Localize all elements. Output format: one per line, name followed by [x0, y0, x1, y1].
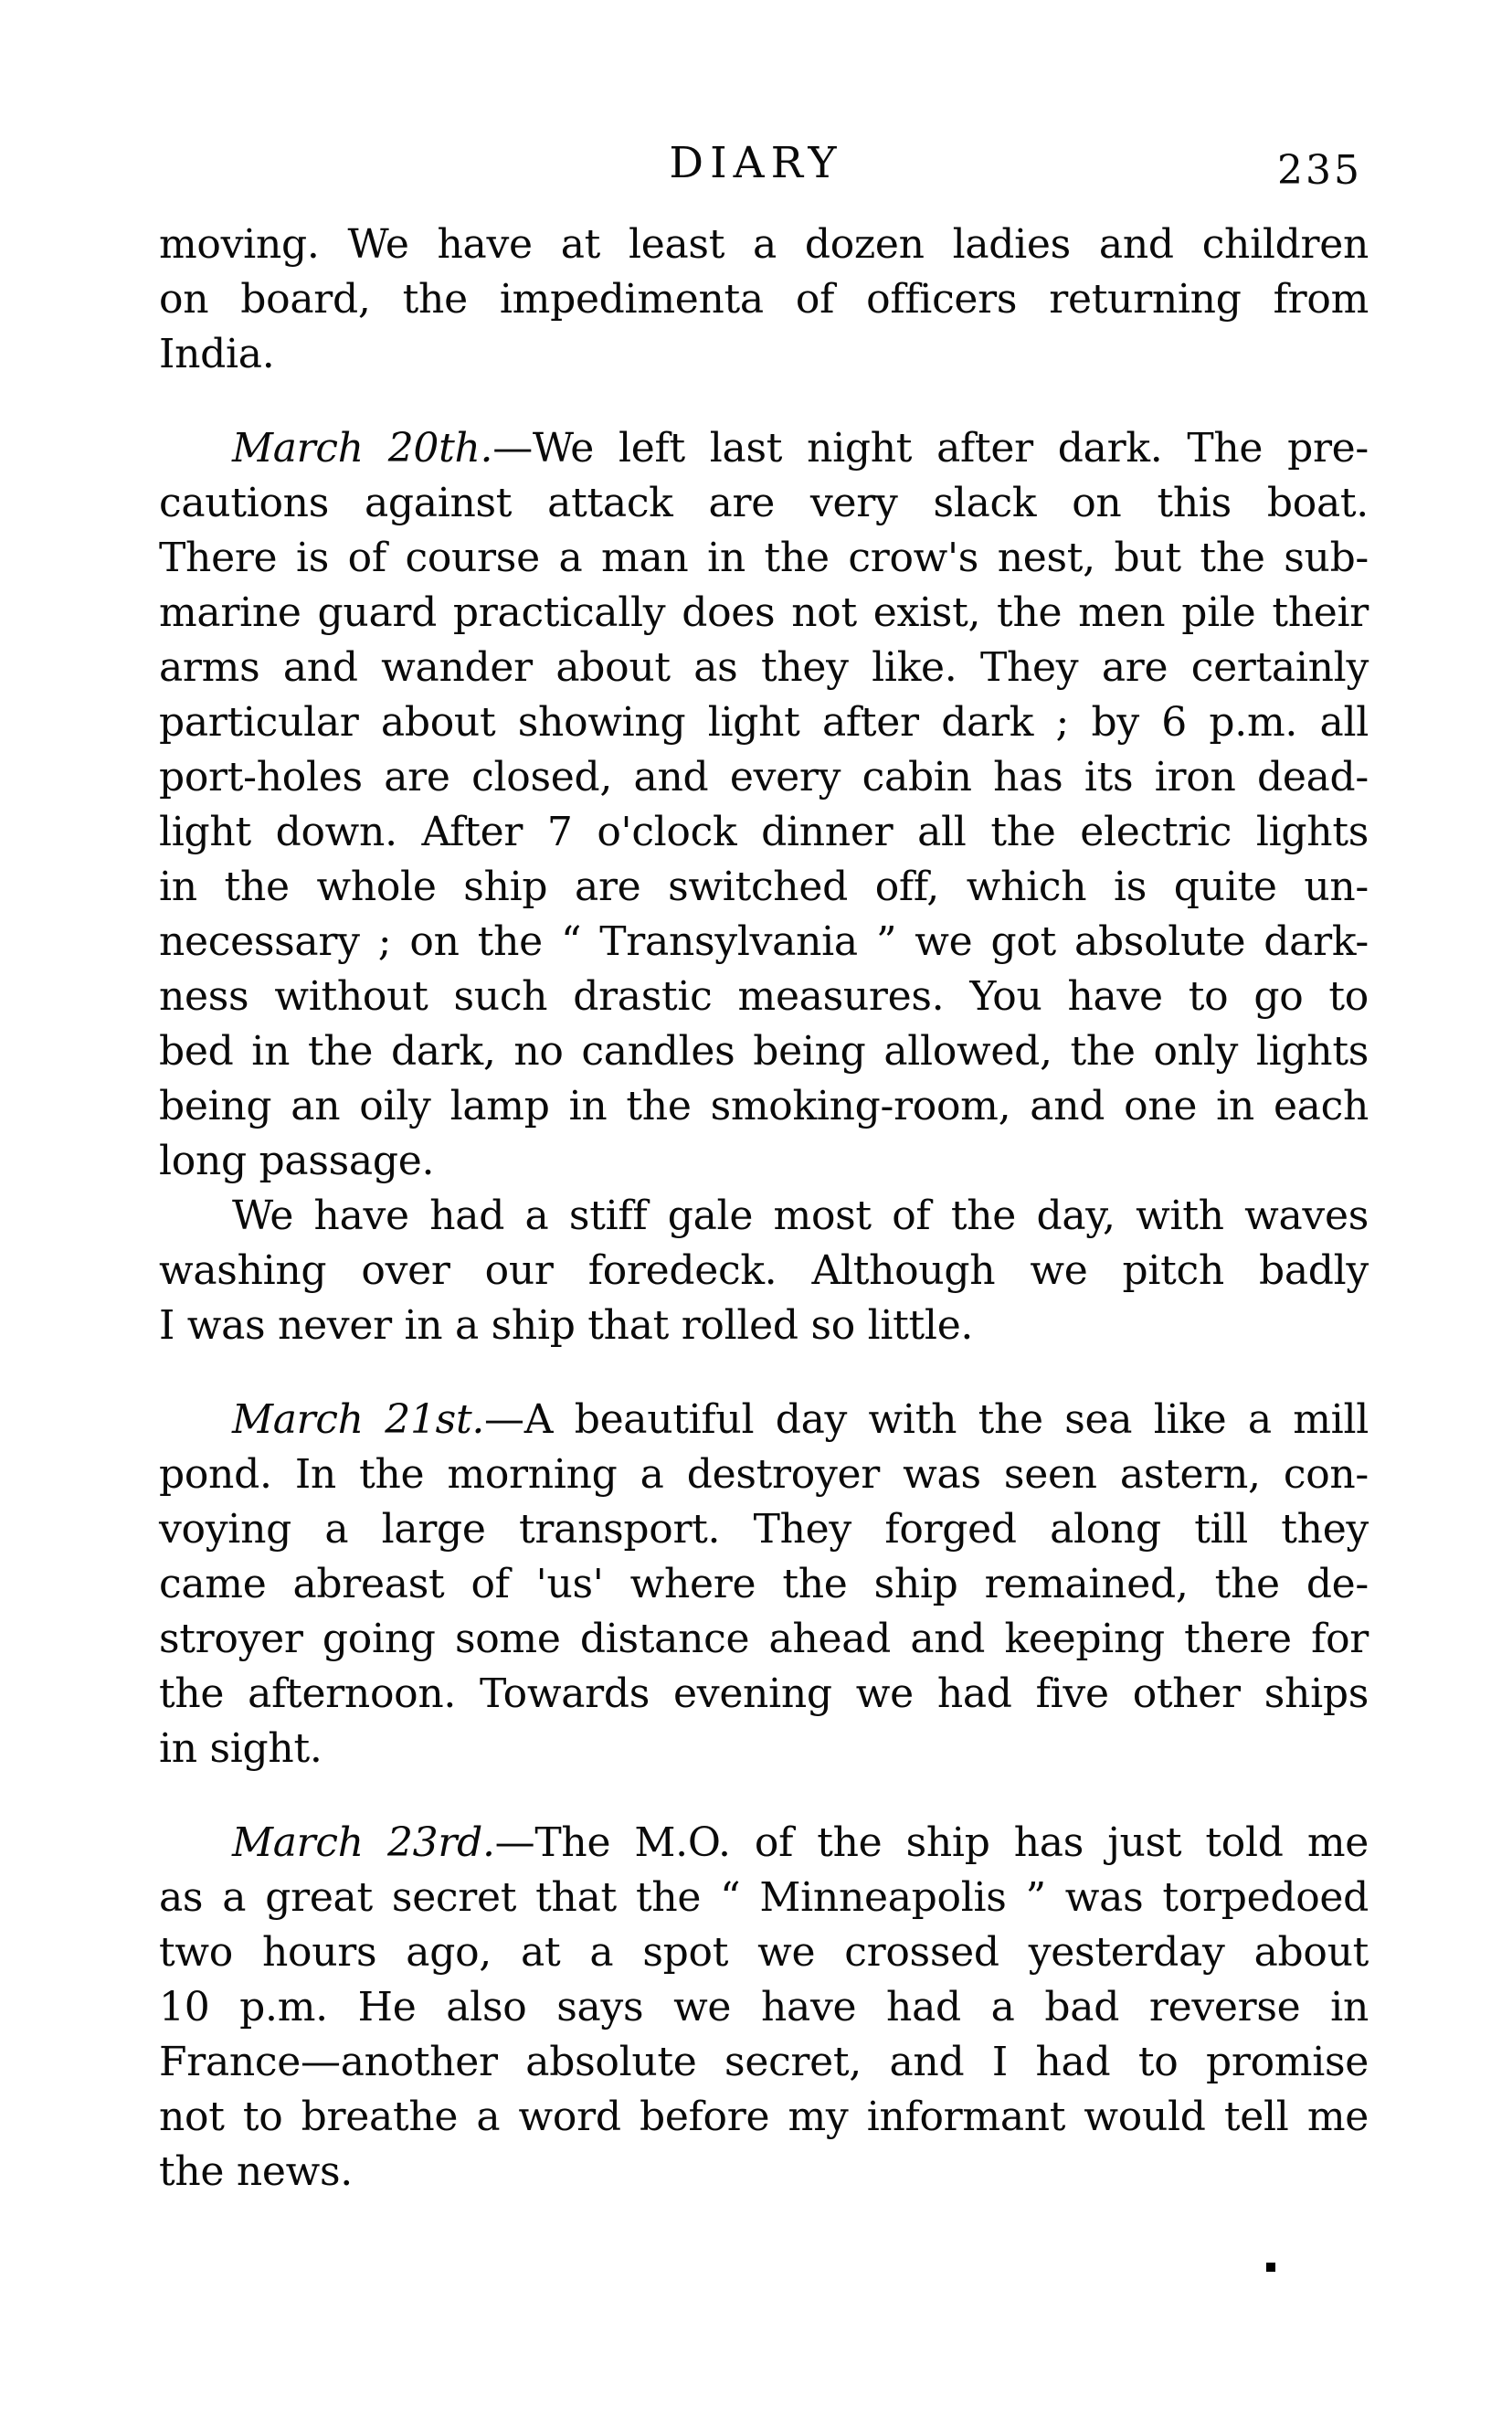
text-run: two hours ago, at a spot we crossed yesterday about [159, 1929, 1369, 1976]
text-line [159, 1557, 1369, 1612]
text-line [159, 1502, 1369, 1557]
text-run: the afternoon. Towards evening we had five other ships [159, 1670, 1369, 1717]
text-run: —We left last night after dark. The pre- [492, 425, 1369, 472]
diary-paragraph [159, 1189, 1369, 1353]
text-line [159, 421, 1369, 476]
text-line [159, 1079, 1369, 1134]
text-line [159, 217, 1369, 272]
text-line [159, 1816, 1369, 1871]
diary-paragraph [159, 1816, 1369, 2200]
text-run: not to breathe a word before my informant would tell me [159, 2094, 1369, 2140]
text-line [159, 1667, 1369, 1722]
text-run: arms and wander about as they like. They are certainly [159, 644, 1369, 691]
text-line [159, 586, 1369, 641]
text-line [159, 476, 1369, 531]
text-line [159, 2145, 1369, 2200]
text-run: long passage. [159, 1138, 435, 1184]
text-line [159, 641, 1369, 695]
text-run: in the whole ship are switched off, which is quite un- [159, 864, 1369, 910]
text-line [159, 1024, 1369, 1079]
text-run: in sight. [159, 1725, 322, 1772]
text-line [159, 1871, 1369, 1925]
text-run: the news. [159, 2148, 353, 2195]
text-line [159, 1134, 1369, 1189]
page-number: 235 [1277, 147, 1362, 194]
text-line [159, 970, 1369, 1024]
text-line [159, 1393, 1369, 1447]
text-line [159, 327, 1369, 382]
text-run: came abreast of 'us' where the ship remained, the de- [159, 1561, 1369, 1607]
text-run: voying a large transport. They forged along till they [159, 1506, 1369, 1553]
text-line [159, 750, 1369, 805]
text-line [159, 1980, 1369, 2035]
text-line [159, 1925, 1369, 1980]
text-run: —A beautiful day with the sea like a mill [484, 1396, 1369, 1443]
text-run: There is of course a man in the crow's nest, but the sub- [159, 535, 1369, 581]
diary-paragraph [159, 421, 1369, 1189]
text-run: bed in the dark, no candles being allowed, the only lights [159, 1028, 1369, 1075]
date-heading: March 20th. [232, 425, 493, 472]
text-line [159, 1189, 1369, 1244]
diary-paragraph [159, 217, 1369, 382]
text-run: being an oily lamp in the smoking-room, and one in each [159, 1083, 1369, 1129]
text-line [159, 1447, 1369, 1502]
text-line [159, 272, 1369, 327]
text-line [159, 805, 1369, 860]
text-line [159, 2035, 1369, 2090]
text-run: France—another absolute secret, and I had to promise [159, 2039, 1369, 2085]
text-line [159, 1722, 1369, 1776]
text-run: marine guard practically does not exist, the men pile their [159, 589, 1369, 636]
text-line [159, 695, 1369, 750]
text-run: —The M.O. of the ship has just told me [494, 1819, 1369, 1866]
text-run: washing over our foredeck. Although we pitch badly [159, 1247, 1369, 1294]
text-run: particular about showing light after dark ; by 6 p.m. all [159, 699, 1369, 746]
ink-speck-artifact [1266, 2263, 1275, 2272]
diary-paragraph [159, 1393, 1369, 1776]
text-line [159, 1299, 1369, 1353]
text-run: moving. We have at least a dozen ladies and children [159, 221, 1369, 268]
text-line [159, 1244, 1369, 1299]
date-heading: March 23rd. [232, 1819, 495, 1866]
text-line [159, 531, 1369, 586]
text-run: on board, the impedimenta of officers returning from [159, 276, 1369, 323]
text-run: necessary ; on the “ Transylvania ” we got absolute dark- [159, 918, 1369, 965]
text-line [159, 915, 1369, 970]
text-run: 10 p.m. He also says we have had a bad reverse in [159, 1984, 1369, 2030]
text-line [159, 2090, 1369, 2145]
text-run: light down. After 7 o'clock dinner all the electric lights [159, 809, 1369, 855]
date-heading: March 21st. [232, 1396, 485, 1443]
text-line [159, 1612, 1369, 1667]
text-run: port-holes are closed, and every cabin has its iron dead- [159, 754, 1369, 800]
text-run: India. [159, 331, 275, 377]
text-run: ness without such drastic measures. You have to go to [159, 973, 1369, 1020]
page-body [159, 217, 1369, 2200]
text-run: pond. In the morning a destroyer was seen astern, con- [159, 1451, 1369, 1498]
text-run: We have had a stiff gale most of the day, with waves [232, 1193, 1369, 1239]
text-run: as a great secret that the “ Minneapolis ” was torpedoed [159, 1874, 1369, 1921]
text-run: I was never in a ship that rolled so little. [159, 1302, 974, 1349]
text-run: stroyer going some distance ahead and keeping there for [159, 1616, 1369, 1662]
text-line [159, 860, 1369, 915]
text-run: cautions against attack are very slack on this boat. [159, 480, 1369, 526]
page-title: DIARY [669, 138, 843, 188]
